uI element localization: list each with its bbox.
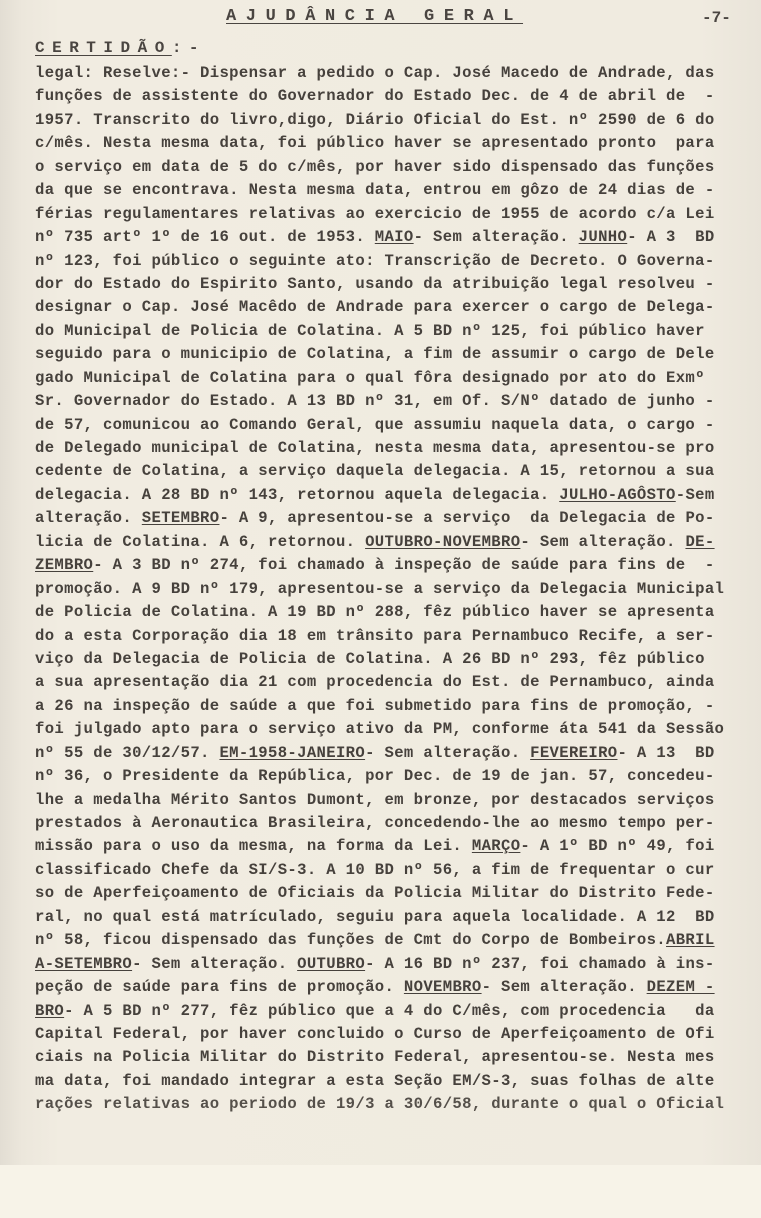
text-line [35,1093,755,1116]
text-line [35,367,755,390]
text-line [35,414,755,437]
text-line [35,250,755,273]
text-segment: de Policia de Colatina. A 19 BD nº 288, fêz público haver se apresenta [35,603,715,622]
text-segment: delegacia. A 28 BD nº 143, retornou aquela delegacia. [35,485,560,504]
underlined-month-heading: ABRIL [666,931,715,950]
text-line [35,976,755,999]
text-segment: designar o Cap. José Macêdo de Andrade para exercer o cargo de Delega- [35,298,715,317]
text-segment: nº 36, o Presidente da República, por Dec. de 19 de jan. 57, concedeu- [35,767,715,786]
text-segment: ma data, foi mandado integrar a esta Seção EM/S-3, suas folhas de alte [35,1071,715,1090]
text-segment: cedente de Colatina, a serviço daquela delegacia. A 15, retornou a sua [35,462,715,481]
section-title [35,39,206,57]
text-segment: - A 16 BD nº 237, foi chamado à ins- [365,954,715,973]
text-line [35,390,755,413]
text-line [35,320,755,343]
text-segment: - A 1º BD nº 49, foi [520,837,715,856]
section-title-text: CERTIDÃO [35,39,172,57]
text-line [35,531,755,554]
text-segment: gado Municipal de Colatina para o qual fôra designado por ato do Exmº [35,368,705,387]
text-line [35,953,755,976]
underlined-month-heading: DE- [685,532,715,551]
text-segment: a sua apresentação dia 21 com procedencia do Est. de Pernambuco, ainda [35,673,715,692]
underlined-month-heading: FEVEREIRO [530,743,618,762]
document-page-lower-strip [0,1165,761,1218]
underlined-month-heading: DEZEM - [646,978,715,997]
text-line [35,812,755,835]
text-segment: a 26 na inspeção de saúde a que foi submetido para fins de promoção, - [35,696,715,715]
certificate-body [35,62,755,1117]
text-segment: da que se encontrava. Nesta mesma data, entrou em gôzo de 24 dias de - [35,181,715,200]
text-segment: - Sem alteração. [365,743,531,762]
text-line [35,1023,755,1046]
text-line [35,625,755,648]
text-line [35,789,755,812]
text-segment: - A 3 BD [627,228,715,247]
text-line [35,273,755,296]
underlined-month-heading: MAIO [374,228,414,247]
text-line [35,906,755,929]
text-segment: so de Aperfeiçoamento de Oficiais da Policia Militar do Distrito Fede- [35,884,715,903]
text-segment: missão para o uso da mesma, na forma da Lei. [35,837,472,856]
text-segment: licia de Colatina. A 6, retornou. [35,532,366,551]
text-line [35,156,755,179]
text-line [35,484,755,507]
underlined-month-heading: OUTUBRO [297,954,366,973]
text-segment: c/mês. Nesta mesma data, foi público haver se apresentado pronto para [35,134,715,153]
text-line [35,132,755,155]
text-segment: legal: Reselve:- Dispensar a pedido o Cap. José Macedo de Andrade, das [35,64,715,82]
text-segment: classificado Chefe da SI/S-3. A 10 BD nº 56, a fim de frequentar o cur [35,860,715,879]
text-line [35,578,755,601]
text-segment: do Municipal de Policia de Colatina. A 5 BD nº 125, foi público haver [35,321,705,340]
text-segment: prestados à Aeronautica Brasileira, concedendo-lhe ao mesmo tempo per- [35,814,715,832]
text-line [35,671,755,694]
text-line [35,835,755,858]
underlined-month-heading: EM-1958-JANEIRO [219,743,366,762]
text-segment: de 57, comunicou ao Comando Geral, que assumiu naquela data, o cargo - [35,415,715,434]
text-segment: dor do Estado do Espirito Santo, usando da atribuição legal resolveu - [35,274,715,293]
text-line [35,742,755,765]
text-segment: - A 3 BD nº 274, foi chamado à inspeção de saúde para fins de - [93,556,715,575]
underlined-month-heading: JUNHO [578,228,628,247]
text-segment: viço da Delegacia de Policia de Colatina. A 26 BD nº 293, fêz público [35,649,705,668]
text-segment: -Sem [675,485,715,504]
text-line [35,460,755,483]
text-segment: - Sem alteração. [481,978,647,997]
text-segment: férias regulamentares relativas ao exercicio de 1955 de acordo c/a Lei [35,204,715,223]
text-segment: - Sem alteração. [132,954,298,973]
text-segment: nº 123, foi público o seguinte ato: Transcrição de Decreto. O Governa- [35,251,715,270]
text-segment: - A 9, apresentou-se a serviço da Delegacia de Po- [219,509,715,528]
text-segment: - A 13 BD [617,743,715,762]
text-line [35,554,755,577]
text-segment: - A 5 BD nº 277, fêz público que a 4 do C/mês, com procedencia da [64,1001,715,1020]
text-segment: Capital Federal, por haver concluido o Curso de Aperfeiçoamento de Ofi [35,1024,715,1043]
text-line [35,226,755,249]
text-segment: do a esta Corporação dia 18 em trânsito para Pernambuco Recife, a ser- [35,626,715,645]
text-segment: 1957. Transcrito do livro,digo, Diário Oficial do Est. nº 2590 de 6 do [35,110,715,129]
text-segment: ciais na Policia Militar do Distrito Federal, apresentou-se. Nesta mes [35,1048,715,1067]
text-line [35,648,755,671]
text-line [35,765,755,788]
text-segment: funções de assistente do Governador do Estado Dec. de 4 de abril de - [35,87,715,106]
underlined-month-heading: SETEMBRO [141,509,220,528]
text-line [35,437,755,460]
text-line [35,718,755,741]
text-segment: nº 58, ficou dispensado das funções de Cmt do Corpo de Bombeiros. [35,931,667,950]
text-line [35,929,755,952]
text-line [35,1070,755,1093]
text-segment: nº 55 de 30/12/57. [35,743,220,762]
text-line [35,62,755,85]
text-line [35,179,755,202]
text-line [35,109,755,132]
underlined-month-heading: BRO [35,1001,65,1020]
text-segment: alteração. [35,509,142,528]
text-line [35,882,755,905]
underlined-month-heading: JULHO-AGÔSTO [559,485,676,504]
text-segment: - Sem alteração. [413,228,579,247]
underlined-month-heading: MARÇO [471,837,521,856]
text-line [35,601,755,624]
text-line [35,1046,755,1069]
text-segment: nº 735 artº 1º de 16 out. de 1953. [35,228,375,247]
text-segment: Sr. Governador do Estado. A 13 BD nº 31, em Of. S/Nº datado de junho - [35,392,715,411]
underlined-month-heading: OUTUBRO-NOVEMBRO [365,532,521,551]
text-segment: ral, no qual está matrículado, seguiu para aquela localidade. A 12 BD [35,907,715,926]
text-line [35,1000,755,1023]
header-title: AJUDÂNCIA GERAL [226,7,524,26]
text-segment: rações relativas ao periodo de 19/3 a 30/6/58, durante o qual o Oficial [35,1095,725,1114]
text-line [35,695,755,718]
text-segment: de Delegado municipal de Colatina, nesta mesma data, apresentou-se pro [35,439,715,457]
text-segment: peção de saúde para fins de promoção. [35,978,404,997]
underlined-month-heading: ZEMBRO [35,556,94,575]
text-line [35,203,755,226]
text-line [35,85,755,108]
text-line [35,859,755,882]
text-segment: seguido para o municipio de Colatina, a fim de assumir o cargo de Dele [35,345,715,364]
underlined-month-heading: A-SETEMBRO [35,954,133,973]
text-segment: - Sem alteração. [520,532,686,551]
text-segment: o serviço em data de 5 do c/mês, por haver sido dispensado das funções [35,157,715,176]
text-line [35,507,755,530]
page-number: -7- [702,9,731,27]
underlined-month-heading: NOVEMBRO [403,978,482,997]
text-segment: foi julgado apto para o serviço ativo da PM, conforme áta 541 da Sessão [35,720,725,739]
text-segment: promoção. A 9 BD nº 179, apresentou-se a serviço da Delegacia Municipal [35,579,725,598]
text-line [35,296,755,319]
text-line [35,343,755,366]
section-title-suffix: :- [171,39,207,57]
text-segment: lhe a medalha Mérito Santos Dumont, em bronze, por destacados serviços [35,790,715,809]
